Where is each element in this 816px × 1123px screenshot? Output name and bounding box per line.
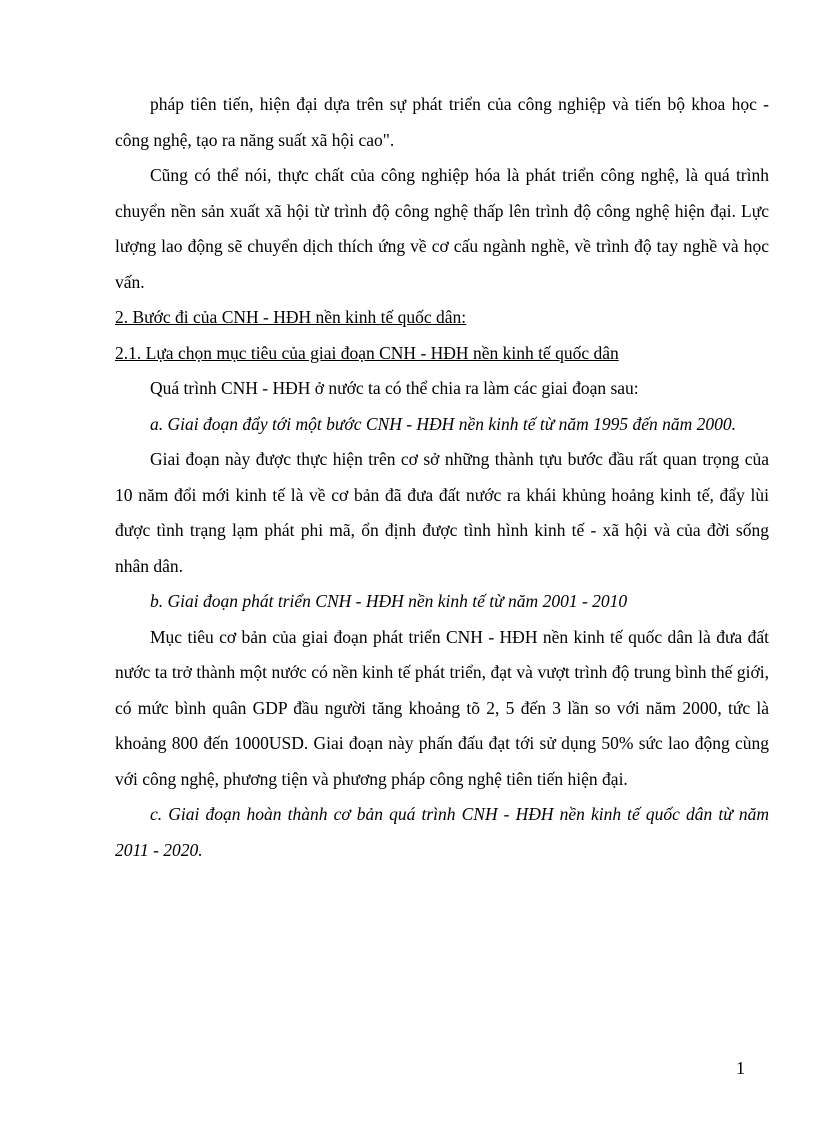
page-number: 1 <box>736 1058 745 1078</box>
paragraph-intro-stages: Quá trình CNH - HĐH ở nước ta có thể chia ra làm các giai đoạn sau: <box>150 378 639 398</box>
paragraph-industrialization-essence: Cũng có thể nói, thực chất của công nghiệp hóa là phát triển công nghệ, là quá trình chuyển nền sản xuất xã hội từ trình độ công nghệ thấp lên trình độ công nghệ hiện đại. Lực lượng lao động sẽ chuyển dịch thích ứng về cơ cấu ngành nghề, về trình độ tay nghề và học vấn. <box>115 165 769 292</box>
heading-section-2-1: 2.1. Lựa chọn mục tiêu của giai đoạn CNH - HĐH nền kinh tế quốc dân <box>115 342 619 363</box>
stage-a-text: Giai đoạn này được thực hiện trên cơ sở những thành tựu bước đầu rất quan trọng của 10 năm đổi mới kinh tế là về cơ bản đã đưa đất nước ra khái khủng hoảng kinh tế, đẩy lùi được tình trạng lạm phát phi mã, ổn định được tình hình kinh tế - xã hội và của đời sống nhân dân. <box>115 449 769 576</box>
document-body <box>115 87 769 868</box>
heading-section-2: 2. Bước đi của CNH - HĐH nền kinh tế quốc dân: <box>115 307 467 327</box>
stage-a-title: a. Giai đoạn đẩy tới một bước CNH - HĐH nền kinh tế từ năm 1995 đến năm 2000. <box>150 413 737 434</box>
stage-b-text: Mục tiêu cơ bản của giai đoạn phát triển CNH - HĐH nền kinh tế quốc dân là đưa đất nước ta trở thành một nước có nền kinh tế phát triển, đạt và vượt trình độ trung bình thế giới, có mức bình quân GDP đầu người tăng khoảng tõ 2, 5 đến 3 lần so với năm 2000, tức là khoảng 800 đến 1000USD. Giai đoạn này phấn đấu đạt tới sử dụng 50% sức lao động cùng với công nghệ, phương tiện và phương pháp công nghệ tiên tiến hiện đại. <box>115 626 769 789</box>
stage-b-title: b. Giai đoạn phát triển CNH - HĐH nền kinh tế từ năm 2001 - 2010 <box>150 591 628 611</box>
stage-c-title: c. Giai đoạn hoàn thành cơ bản quá trình CNH - HĐH nền kinh tế quốc dân từ năm 2011 - 2020. <box>115 804 769 860</box>
paragraph-continuation: pháp tiên tiến, hiện đại dựa trên sự phát triển của công nghiệp và tiến bộ khoa học - công nghệ, tạo ra năng suất xã hội cao". <box>115 94 769 150</box>
